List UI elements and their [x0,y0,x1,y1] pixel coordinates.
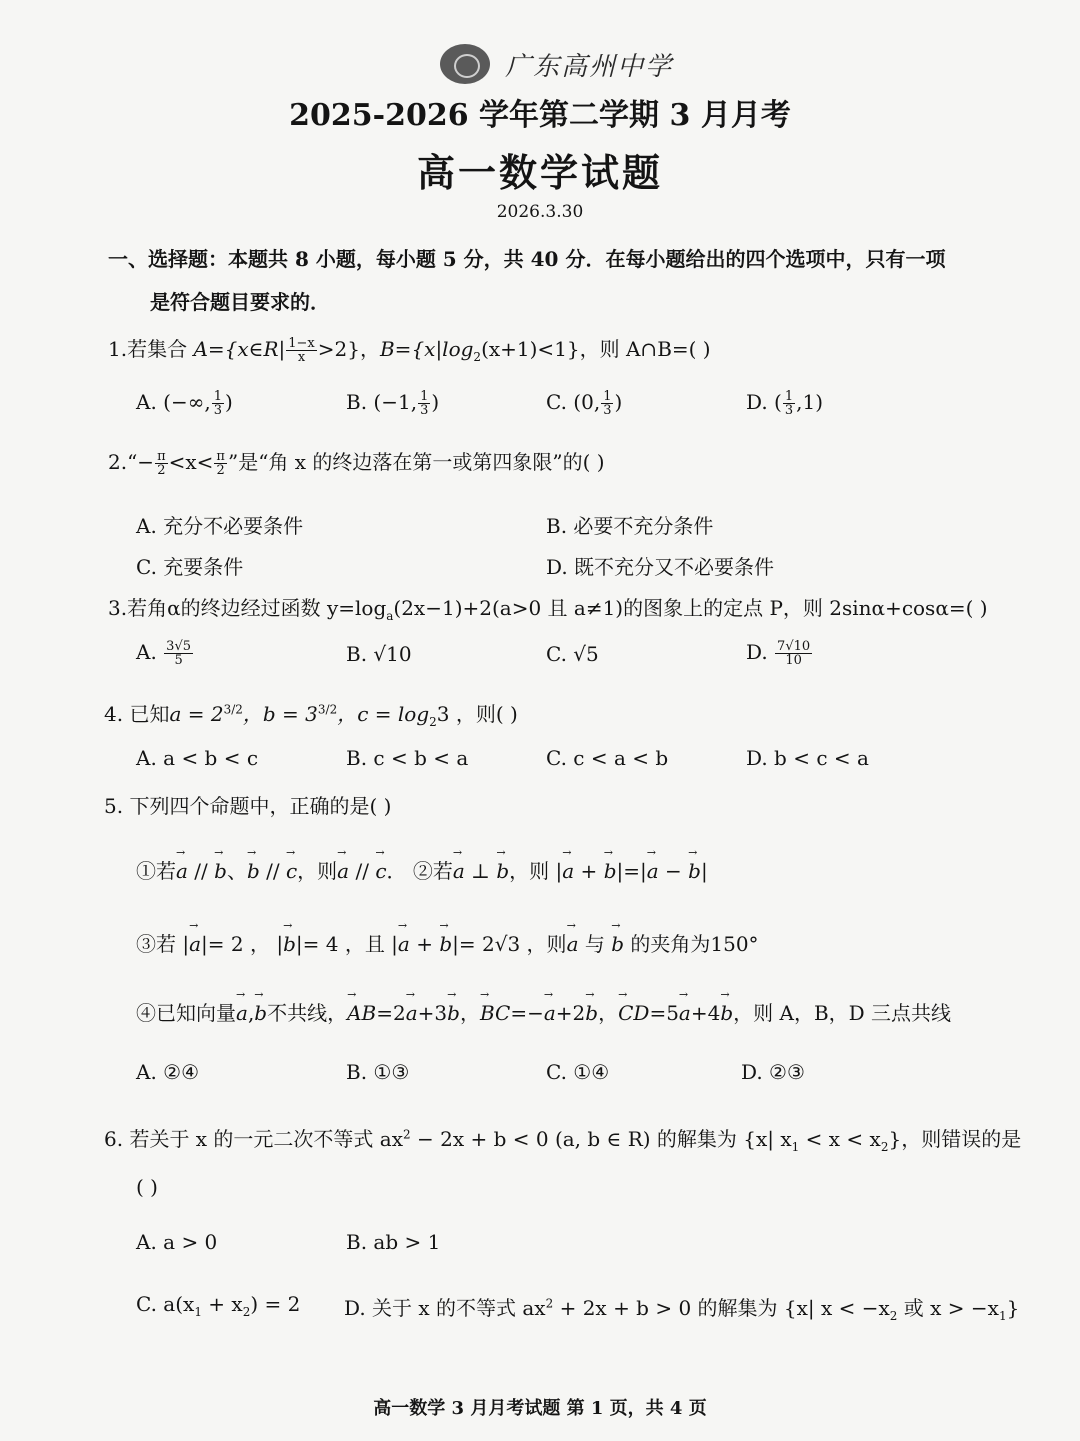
q6-optC-sub1: 1 [194,1305,202,1319]
q5-p4-j: → b [447,1001,460,1025]
q2-option-d: D. 既不充分又不必要条件 [546,555,775,579]
q2-frac-right [214,450,227,477]
q5-p4-f: → AB [347,1001,376,1025]
q4-option-d: D. b < c < a [746,746,869,770]
q2-option-b: B. 必要不充分条件 [546,514,714,538]
q5-option-a: A. ②④ [136,1060,200,1084]
q5-p3-c: |= 2 ， | [201,932,284,956]
q1-optD-den: 3 [784,403,794,418]
q5-p1-u: |=| [616,859,647,883]
q5-p4-c: , [247,1001,255,1025]
page-footer: 高一数学 3 月月考试题 第 1 页，共 4 页 [373,1398,707,1419]
q1-setB: B={x|log [379,337,474,361]
q5-p1-s: + [574,859,604,883]
q5-p1-a: ①若 [136,859,176,883]
q1-optA-den: 3 [213,403,223,418]
q1-option-c [546,390,622,417]
q3-option-a [136,640,194,667]
q4-c: ，c = log [337,702,430,726]
q2-option-a: A. 充分不必要条件 [136,514,304,538]
question-2 [108,446,605,477]
q6-option-b: B. ab > 1 [346,1230,441,1254]
q3-tail: (2x−1)+2(a>0 且 a≠1)的图象上的定点 P，则 2sinα+cosα=( ) [393,596,988,620]
q5-p4-r: → CD [618,1001,649,1025]
q6-stem-sub1: 1 [791,1140,800,1154]
q1-optB-num: 1 [420,389,429,404]
q6-optD-sub2: 2 [889,1309,898,1323]
q1-optC-frac [601,390,613,417]
q6-optC-b: + x [201,1292,243,1316]
q6-option-a: A. a > 0 [136,1230,218,1254]
q5-p1-j: → a [337,859,349,883]
q1-optD-frac [783,390,795,417]
q1-optC-num: 1 [603,389,612,404]
q1-frac-den: x [297,350,306,365]
q3-optD-label: D. [746,640,768,664]
q3-optA-label: A. [136,640,157,664]
question-4 [104,698,518,729]
q5-p3-h: → b [439,932,452,956]
q1-optA-num: 1 [213,389,223,404]
q6-optC-c: ) = 2 [250,1292,301,1316]
q5-p1-y: | [700,859,708,883]
q1-optC-close: ) [614,390,623,414]
q4-option-b: B. c < b < a [346,746,469,770]
q5-option-b: B. ①③ [346,1060,410,1084]
question-3 [108,592,988,623]
q1-option-d [746,390,823,417]
q5-p4-e: 不共线， [267,1001,348,1025]
q5-p4-k: ， [459,1001,480,1025]
q6-stem-sup: 2 [403,1127,411,1142]
q1-optB-close: ) [431,390,440,414]
q2-option-c: C. 充要条件 [136,555,244,579]
q5-p1-x: → b [688,859,701,883]
q1-optD-num: 1 [784,389,794,404]
question-5: 5. 下列四个命题中，正确的是( ) [104,794,392,818]
q3-optD-num: 7√10 [777,639,811,654]
q5-p3-m: 的夹角为150° [624,932,759,956]
q5-p4-l: → BC [480,1001,510,1025]
q1-pre: 1.若集合 [108,337,194,361]
q2-pi-right: π [216,449,225,464]
q6-stem-c: < x < x [799,1127,881,1151]
q5-p3-a: ③若 | [136,932,190,956]
q5-p3-i: |= 2√3 ，则 [452,932,567,956]
q5-p4-h: → a [406,1001,418,1025]
q5-p4-d: → b [254,1001,267,1025]
school-seal-icon [440,44,490,84]
question-6 [104,1123,1021,1154]
q1-optD-tail: ,1) [796,390,824,414]
q1-setB-sub: 2 [473,350,482,364]
exam-title: 2025-2026 学年第二学期 3 月月考 [289,98,791,133]
q2-tail: ”是“角 x 的终边落在第一或第四象限”的( ) [227,450,605,474]
q5-p4-g: =2 [376,1001,406,1025]
q3-optA-den: 5 [174,653,183,668]
q3-option-d [746,640,813,667]
q5-p4-b: → a [236,1001,248,1025]
q5-p1-k: // [349,859,376,883]
q3-option-c: C. √5 [546,642,599,666]
q5-p4-a: ④已知向量 [136,1001,236,1025]
q5-p1-f: → b [247,859,260,883]
q5-p1-o: ⊥ [464,859,497,883]
q5-p3-g: + [409,932,440,956]
q2-pi-left: π [157,449,166,464]
q5-p4-v: → b [720,1001,733,1025]
q4-c-tail: 3 ，则( ) [436,702,518,726]
q1-optB-frac [418,390,430,417]
q1-optC-den: 3 [603,403,612,418]
question-1 [108,333,711,364]
q5-p1-v: → a [647,859,659,883]
q5-option-c: C. ①④ [546,1060,610,1084]
q6-optD-a: D. 关于 x 的不等式 ax [344,1296,546,1320]
q5-p1-b: → a [176,859,188,883]
q5-p1-e: 、 [226,859,247,883]
q5-p1-w: − [658,859,689,883]
q2-frac-left [155,450,168,477]
q5-p1-m: ． ②若 [386,859,453,883]
q6-optD-c: 或 x > −x [897,1296,999,1320]
q5-p1-t: → b [604,859,617,883]
q4-option-c: C. c < a < b [546,746,669,770]
q2-two-left: 2 [157,463,166,478]
q4-option-a: A. a < b < c [136,746,259,770]
q5-p3-d: → b [283,932,296,956]
q5-p4-t: → a [679,1001,691,1025]
q1-optB-den: 3 [420,403,429,418]
q4-a: a = 2 [169,702,224,726]
q6-option-d [344,1292,1019,1323]
q4-b-exp: 3/2 [317,702,338,717]
q3-optD-frac [775,640,812,667]
q6-optD-sup: 2 [545,1296,554,1311]
q1-optA-frac [212,390,224,417]
q4-b: ，b = 3 [242,702,318,726]
q3-sub: a [386,609,394,623]
q6-optC-sub2: 2 [242,1305,251,1319]
q5-p1-d: → b [214,859,227,883]
school-logo [440,44,673,84]
q6-stem-a: 6. 若关于 x 的一元二次不等式 ax [104,1127,403,1151]
q5-p4-s: =5 [649,1001,679,1025]
q5-p3-b: → a [189,932,201,956]
q4-a-exp: 3/2 [223,702,243,717]
q5-p4-w: ，则 A，B，D 三点共线 [733,1001,952,1025]
q5-option-d: D. ②③ [741,1060,805,1084]
q1-option-b [346,390,439,417]
q5-p4-n: → a [544,1001,556,1025]
q5-p4-o: +2 [555,1001,586,1025]
q1-frac-num: 1−x [288,336,315,351]
q6-optC-a: C. a(x [136,1292,195,1316]
q3-optD-den: 10 [785,653,802,668]
q5-p3-e: |= 4 ，且 | [295,932,398,956]
q5-proposition-1-2 [136,855,708,884]
q3-optA-num: 3√5 [166,639,191,654]
q1-optC-pre: C. (0, [546,390,601,414]
q1-setA-head: A={x∈R| [193,337,286,361]
q6-optD-b: + 2x + b > 0 的解集为 {x| x < −x [553,1296,890,1320]
q6-stem-sub2: 2 [880,1140,889,1154]
q5-p3-f: → a [398,932,410,956]
q1-fraction [286,337,317,364]
q2-pre: 2.“− [108,450,155,474]
q5-p4-q: ， [598,1001,619,1025]
q4-c-sub: 2 [429,715,437,729]
q5-proposition-4 [136,997,951,1026]
q2-two-right: 2 [216,463,225,478]
q3-option-b: B. √10 [346,642,412,666]
q6-stem-d: }，则错误的是 [888,1127,1022,1151]
q6-option-c [136,1292,300,1319]
q5-p1-q: ，则 | [509,859,563,883]
q5-p1-c: // [187,859,215,883]
q1-option-a [136,390,233,417]
q5-p1-n: → a [453,859,465,883]
q4-pre: 4. 已知 [104,702,170,726]
q5-p1-g: // [259,859,286,883]
q1-optA-pre: A. (−∞, [136,390,211,414]
section-heading-line2: 是符合题目要求的． [150,290,330,314]
q5-p3-l: → b [611,932,624,956]
q1-setB-tail: (x+1)<1}，则 A∩B=( ) [481,337,711,361]
q5-p1-r: → a [562,859,574,883]
q5-p4-m: =− [510,1001,544,1025]
q1-setA-tail: >2}， [317,337,380,361]
school-name: 广东高州中学 [505,51,674,82]
q5-p1-l: → c [375,859,386,883]
q6-optD-d: } [1006,1296,1020,1320]
q6-optD-sub1: 1 [998,1309,1007,1323]
exam-date: 2026.3.30 [496,202,584,222]
q5-p4-u: +4 [690,1001,721,1025]
q5-p4-i: +3 [417,1001,448,1025]
section-heading-line1: 一、选择题：本题共 8 小题，每小题 5 分，共 40 分．在每小题给出的四个选项中，只有一项 [108,247,946,271]
subject-title: 高一数学试题 [416,150,663,195]
q6-answer-paren: ( ) [136,1175,158,1199]
q5-p1-h: → c [286,859,297,883]
q5-proposition-3 [136,928,759,957]
q1-optB-pre: B. (−1, [346,390,418,414]
q6-stem-b: − 2x + b < 0 (a, b ∈ R) 的解集为 {x| x [410,1127,792,1151]
q5-p1-i: ，则 [297,859,338,883]
q5-p3-k: 与 [578,932,612,956]
q5-p4-p: → b [585,1001,598,1025]
q5-p1-p: → b [496,859,509,883]
q3-text: 3.若角α的终边经过函数 y=log [108,596,387,620]
q1-optA-close: ) [225,390,233,414]
q2-mid: <x< [168,450,214,474]
q1-optD-pre: D. ( [746,390,782,414]
q3-optA-frac [164,640,193,667]
q5-p3-j: → a [567,932,579,956]
